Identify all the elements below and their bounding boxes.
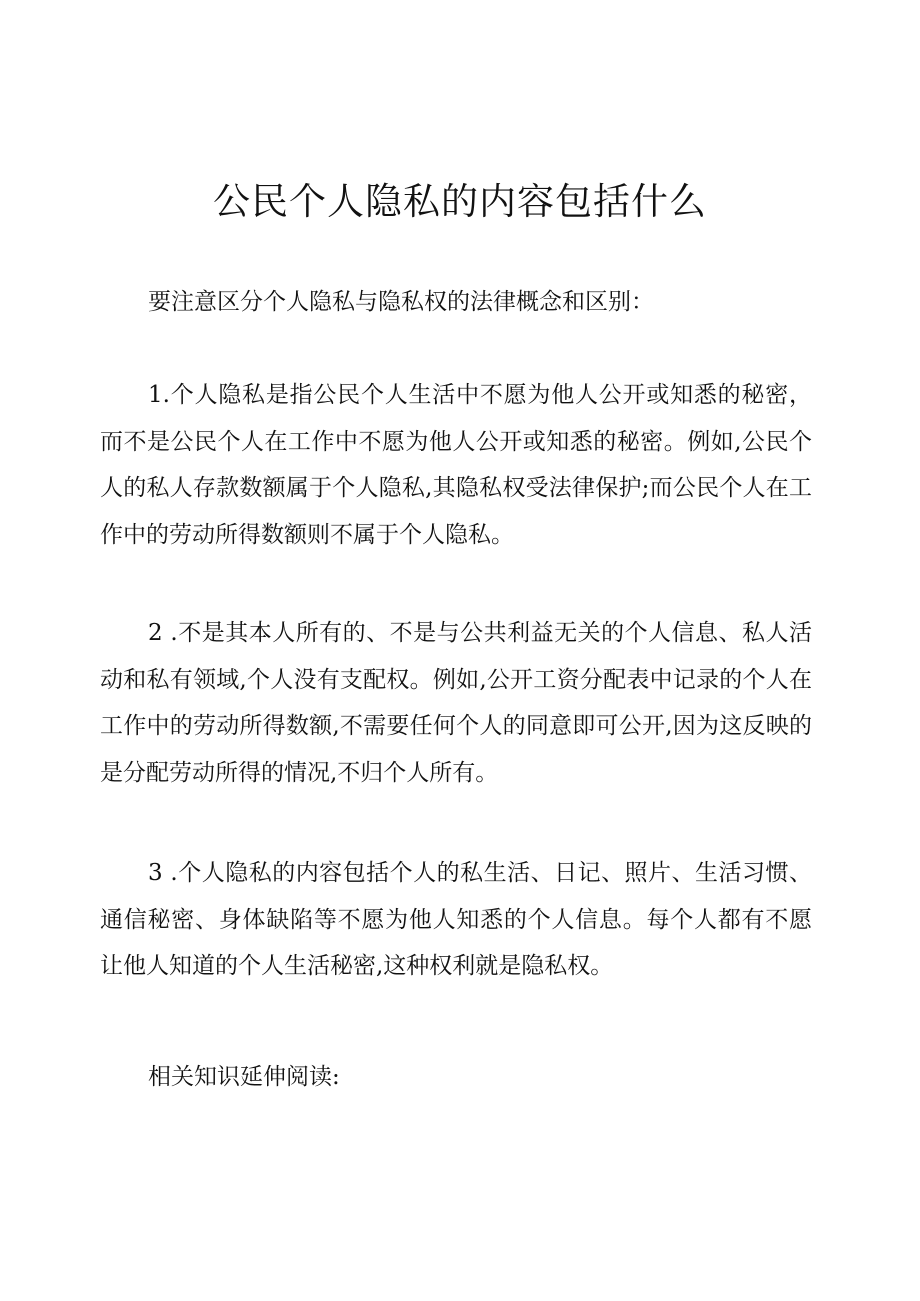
page-title: 公民个人隐私的内容包括什么 xyxy=(213,180,707,223)
paragraph-1: 1.个人隐私是指公民个人生活中不愿为他人公开或知悉的秘密，而不是公民个人在工作中不愿为他人公开或知悉的秘密。例如,公民个人的私人存款数额属于个人隐私,其隐私权受法律保护;而公民个人在工作中的劳动所得数额则不属于个人隐私。 xyxy=(100,382,812,548)
paragraph-2: 2 .不是其本人所有的、不是与公共利益无关的个人信息、私人活动和私有领域,个人没有支配权。例如,公开工资分配表中记录的个人在工作中的劳动所得数额,不需要任何个人的同意即可公开,因为这反映的是分配劳动所得的情况,不归个人所有。 xyxy=(100,620,812,786)
paragraph-3: 3 .个人隐私的内容包括个人的私生活、日记、照片、生活习惯、通信秘密、身体缺陷等不愿为他人知悉的个人信息。每个人都有不愿让他人知道的个人生活秘密,这种权利就是隐私权。 xyxy=(100,860,812,979)
intro-paragraph: 要注意区分个人隐私与隐私权的法律概念和区别： xyxy=(148,289,654,315)
related-reading-heading: 相关知识延伸阅读: xyxy=(148,1064,340,1090)
